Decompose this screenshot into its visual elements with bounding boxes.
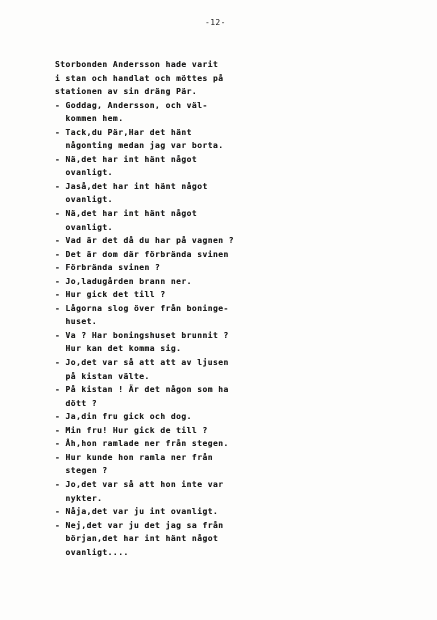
text-line: på kistan välte. [55, 371, 150, 381]
text-line: ovanligt. [55, 168, 113, 178]
text-line: - Åh,hon ramlade ner från stegen. [55, 439, 229, 449]
text-line: - Vad är det då du har på vagnen ? [55, 236, 235, 246]
text-line: - Nä,det har int hänt något [55, 209, 198, 219]
text-line: - Hur gick det till ? [55, 290, 166, 300]
page-number: -12- [205, 18, 226, 27]
text-line: - Förbrända svinen ? [55, 263, 161, 273]
text-line: - Ja,din fru gick och dog. [55, 412, 192, 422]
text-line: i stan och handlat och möttes på [55, 73, 224, 83]
text-line: - Hur kunde hon ramla ner från [55, 452, 213, 462]
text-line: början,det har int hänt något [55, 534, 219, 544]
text-line: - På kistan ! Är det någon som ha [55, 385, 229, 395]
text-line: ovanligt. [55, 195, 113, 205]
text-line: - Jo,det var så att hon inte var [55, 479, 224, 489]
text-line: - Tack,du Pär,Har det hänt [55, 127, 192, 137]
text-line: kommen hem. [55, 114, 124, 124]
text-line: - Det är dom där förbrända svinen [55, 249, 229, 259]
text-line: huset. [55, 317, 98, 327]
text-line: ovanligt.... [55, 547, 129, 557]
text-line: - Jo,det var så att att av ljusen [55, 358, 229, 368]
text-line: - Goddag, Andersson, och väl- [55, 100, 208, 110]
text-line: stegen ? [55, 466, 108, 476]
text-line: Hur kan det komma sig. [55, 344, 182, 354]
text-line: Storbonden Andersson hade varit [55, 60, 219, 69]
text-line: - Jaså,det har int hänt något [55, 181, 208, 191]
text-line: dött ? [55, 398, 98, 408]
text-line: - Nä,det har int hänt något [55, 154, 198, 164]
text-line: - Nåja,det var ju int ovanligt. [55, 507, 219, 517]
text-line: - Nej,det var ju det jag sa från [55, 520, 224, 530]
dialogue-text [55, 58, 285, 559]
text-line: någonting medan jag var borta. [55, 141, 224, 151]
text-line: stationen av sin dräng Pär. [55, 87, 198, 97]
text-line: - Va ? Har boningshuset brunnit ? [55, 330, 229, 340]
text-line: - Lågorna slog över från boninge- [55, 303, 229, 313]
text-line: ovanligt. [55, 222, 113, 232]
text-line: - Jo,ladugården brann ner. [55, 276, 192, 286]
text-line: nykter. [55, 493, 103, 503]
text-line: - Min fru! Hur gick de till ? [55, 425, 208, 435]
